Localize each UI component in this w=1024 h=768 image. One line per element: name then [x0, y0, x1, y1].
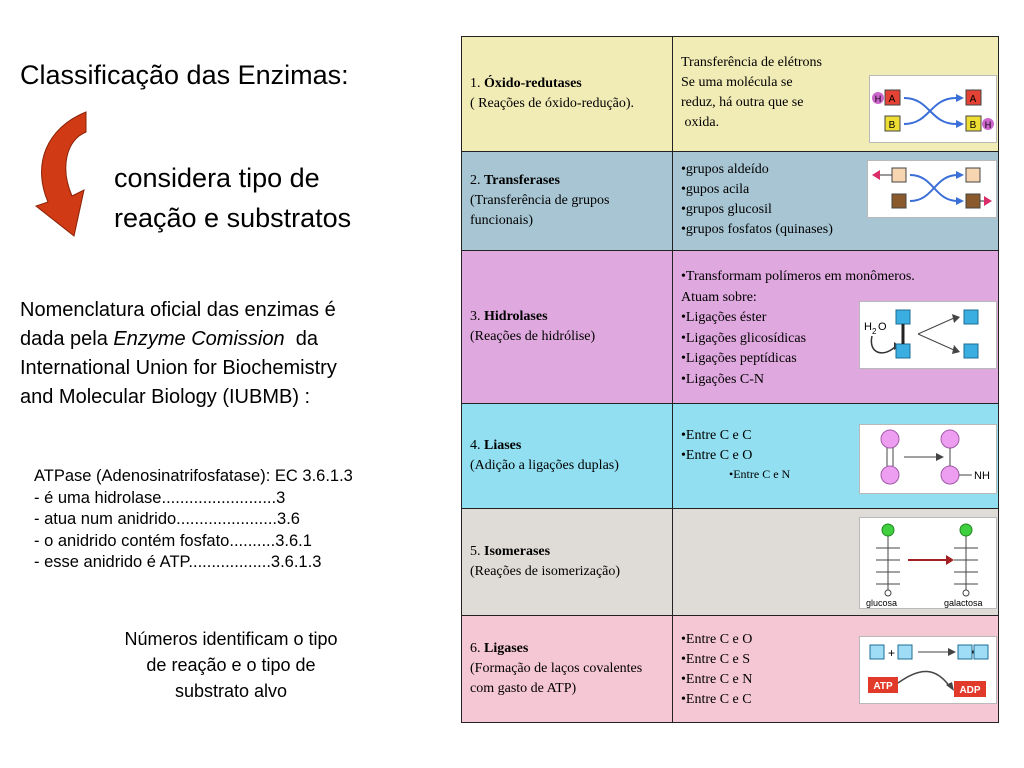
detail-line: •Transformam polímeros em monômeros. [681, 269, 915, 284]
numbers-note [86, 626, 376, 704]
detail-line: •grupos glucosil [681, 202, 772, 217]
page-title: Classificação das Enzimas: [20, 60, 349, 90]
detail-line: •Ligações peptídicas [681, 351, 797, 366]
class-description: ( Reações de óxido-redução). [470, 96, 635, 111]
isomerization-figure [859, 517, 997, 609]
detail-line: •grupos fosfatos (quinases) [681, 222, 833, 237]
class-row-ligases [462, 616, 999, 723]
detail-line: •Ligações éster [681, 310, 767, 325]
class-name: Hidrolases [484, 309, 548, 324]
label-2: 2 [872, 327, 877, 336]
class-number: 1. [470, 76, 484, 91]
label-b: B [888, 120, 896, 131]
class-name: Isomerases [484, 544, 551, 559]
subtitle-line: reação e substratos [114, 203, 352, 233]
note-line: de reação e o tipo de [146, 655, 316, 675]
class-name-cell [462, 509, 673, 616]
enzyme-comission-italic: Enzyme Comission [113, 328, 285, 350]
detail-line: oxida. [681, 115, 720, 130]
detail-line: •Ligações C-N [681, 371, 765, 387]
subtitle-line: considera tipo de [114, 163, 320, 193]
class-row-hydrolases [462, 251, 999, 404]
text: dada pela [20, 328, 114, 350]
class-description: (Adição a ligações duplas) [470, 458, 619, 473]
class-detail-cell [673, 404, 999, 509]
text: da [284, 328, 318, 350]
class-detail-cell [673, 616, 999, 723]
class-number: 3. [470, 309, 484, 324]
label-glucosa: glucosa [866, 598, 898, 608]
class-detail-cell [673, 152, 999, 251]
hydrolysis-figure [859, 301, 997, 369]
label-adp: ADP [959, 685, 981, 696]
class-row-lyases [462, 404, 999, 509]
class-name-cell [462, 251, 673, 404]
nomenclature-line [20, 325, 337, 354]
label-plus: + [888, 646, 896, 660]
class-detail-cell [673, 251, 999, 404]
label-a: A [969, 94, 977, 105]
detail-line-small: •Entre C e N [729, 467, 791, 481]
class-name-cell [462, 152, 673, 251]
class-row-isomerases [462, 509, 999, 616]
label-nh: NH [974, 470, 990, 482]
class-detail-cell [673, 37, 999, 152]
class-number: 5. [470, 544, 484, 559]
detail-line: Transferência de elétrons [681, 55, 822, 70]
class-description: (Reações de isomerização) [470, 564, 621, 579]
detail-line: •Entre C e N [681, 672, 753, 687]
label-h: H [864, 321, 872, 333]
enzyme-classes-table [461, 36, 999, 723]
label-o: O [878, 321, 887, 333]
nomenclature-line: International Union for Biochemistry [20, 357, 337, 379]
class-description: (Formação de laços covalentes com gasto de ATP) [470, 661, 643, 696]
nomenclature-line: and Molecular Biology (IUBMB) : [20, 386, 311, 408]
detail-line: •gupos acila [681, 182, 750, 197]
detail-line: •Entre C e C [681, 428, 752, 443]
double-bond-addition-figure [859, 424, 997, 494]
class-row-transferases [462, 152, 999, 251]
subtitle [114, 158, 351, 238]
class-row-oxidoreductases [462, 37, 999, 152]
detail-line: •Entre C e S [681, 652, 751, 667]
label-atp: ATP [873, 681, 893, 692]
nomenclature-paragraph [20, 296, 337, 412]
detail-line: •Entre C e C [681, 692, 752, 707]
label-galactosa: galactosa [944, 598, 983, 608]
detail-line: reduz, há outra que se [681, 95, 804, 110]
class-name: Óxido-redutases [484, 76, 582, 91]
label-h: H [874, 94, 882, 104]
atpase-line: - atua num anidrido......................3.6 [34, 510, 300, 528]
label-b: B [969, 120, 977, 131]
class-name-cell [462, 37, 673, 152]
detail-line: Se uma molécula se [681, 75, 793, 90]
detail-line: •grupos aldeído [681, 162, 769, 177]
electron-transfer-figure [869, 75, 997, 143]
class-description: (Transferência de grupos funcionais) [470, 193, 610, 228]
atpase-line: - o anidrido contém fosfato..........3.6.1 [34, 531, 312, 550]
class-name: Liases [484, 438, 522, 453]
ligation-figure [859, 636, 997, 704]
class-name: Transferases [484, 173, 560, 188]
curved-arrow-icon [28, 110, 90, 240]
detail-line: Atuam sobre: [681, 289, 757, 305]
group-transfer-figure [867, 160, 997, 218]
note-line: substrato alvo [174, 681, 288, 701]
label-h: H [984, 120, 992, 130]
label-a: A [888, 94, 896, 105]
class-detail-cell [673, 509, 999, 616]
class-number: 4. [470, 438, 484, 453]
class-number: 6. [470, 641, 484, 656]
atpase-line: - é uma hidrolase.........................3 [34, 488, 286, 507]
class-name: Ligases [484, 641, 529, 656]
detail-line: •Entre C e O [681, 448, 753, 463]
nomenclature-line: Nomenclatura oficial das enzimas é [20, 299, 336, 321]
detail-line: •Ligações glicosídicas [681, 330, 807, 346]
class-name-cell [462, 616, 673, 723]
atpase-line: ATPase (Adenosinatrifosfatase): EC 3.6.1.3 [34, 467, 353, 485]
detail-line: •Entre C e O [681, 632, 753, 647]
note-line: Números identificam o tipo [124, 629, 338, 649]
class-name-cell [462, 404, 673, 509]
atpase-line: - esse anidrido é ATP..................3.6.1.3 [34, 553, 322, 571]
class-description: (Reações de hidrólise) [470, 329, 596, 344]
atpase-example [34, 466, 353, 574]
class-number: 2. [470, 173, 484, 188]
